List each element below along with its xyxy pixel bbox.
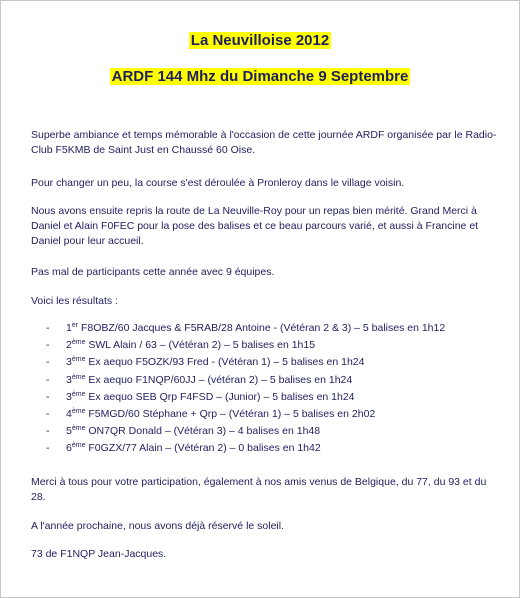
result-rank: 6 <box>66 442 72 455</box>
list-dash: - <box>46 356 50 369</box>
list-dash: - <box>46 339 50 352</box>
result-text: F5MGD/60 Stéphane + Qrp – (Vétéran 1) – 5 balises en 2h02 <box>85 407 376 420</box>
closing-paragraph: Merci à tous pour votre participation, également à nos amis venus de Belgique, du 77, du 93 et du 28. <box>31 476 487 503</box>
result-item <box>31 441 511 458</box>
result-item <box>31 338 511 355</box>
result-rank-suffix: er <box>71 322 79 329</box>
document-subtitle <box>1 68 519 85</box>
result-text: F8OBZ/60 Jacques & F5RAB/28 Antoine - (Vétéran 2 & 3) – 5 balises en 1h12 <box>78 322 446 334</box>
result-text: Ex aequo F1NQP/60JJ – (vétéran 2) – 5 balises en 1h24 <box>85 373 353 386</box>
result-rank: 3 <box>66 390 72 403</box>
location-paragraph: Pour changer un peu, la course s'est déroulée à Pronleroy dans le village voisin. <box>31 177 405 189</box>
document-title-text: La Neuvilloise 2012 <box>190 32 330 49</box>
result-rank-suffix: ème <box>71 373 86 381</box>
result-item <box>31 407 511 424</box>
result-text: F0GZX/77 Alain – (Vétéran 2) – 0 balises en 1h42 <box>85 442 321 455</box>
result-item <box>31 373 511 390</box>
result-rank: 3 <box>66 356 72 369</box>
document-subtitle-text: ARDF 144 Mhz du Dimanche 9 Septembre <box>111 68 409 85</box>
participants-paragraph: Pas mal de participants cette année avec 9 équipes. <box>31 266 275 278</box>
result-text: ON7QR Donald – (Vétéran 3) – 4 balises en 1h48 <box>85 425 321 438</box>
results-heading: Voici les résultats : <box>31 295 118 307</box>
result-rank: 5 <box>66 425 72 438</box>
result-item <box>31 321 511 338</box>
document-title <box>1 32 519 49</box>
list-dash: - <box>46 442 50 455</box>
list-dash: - <box>46 425 50 438</box>
result-rank: 4 <box>66 407 72 420</box>
result-item <box>31 355 511 372</box>
list-dash: - <box>46 407 50 420</box>
result-item <box>31 390 511 407</box>
result-text: Ex aequo SEB Qrp F4FSD – (Junior) – 5 balises en 1h24 <box>85 390 355 403</box>
result-rank: 1 <box>66 322 72 334</box>
result-rank-suffix: ème <box>71 442 86 450</box>
result-rank-suffix: ème <box>71 356 86 364</box>
next-year-paragraph: A l'année prochaine, nous avons déjà réservé le soleil. <box>31 520 284 532</box>
result-rank: 3 <box>66 373 72 386</box>
signature: 73 de F1NQP Jean-Jacques. <box>31 548 167 560</box>
list-dash: - <box>46 322 50 334</box>
result-text: Ex aequo F5OZK/93 Fred - (Vétéran 1) – 5 balises en 1h24 <box>85 356 365 369</box>
list-dash: - <box>46 373 50 386</box>
result-rank-suffix: ème <box>71 425 86 433</box>
result-rank-suffix: ème <box>71 407 86 415</box>
result-rank-suffix: ème <box>71 339 86 347</box>
result-rank-suffix: ème <box>71 390 86 398</box>
result-text: SWL Alain / 63 – (Vétéran 2) – 5 balises en 1h15 <box>85 339 316 352</box>
list-dash: - <box>46 390 50 403</box>
result-rank: 2 <box>66 339 72 352</box>
results-list <box>31 321 511 459</box>
thanks-paragraph: Nous avons ensuite repris la route de La Neuville-Roy pour un repas bien mérité. Grand Merci à Daniel et Alain F0FEC pour la pose des balises et ce beau parcours varié, et aussi à Francine et Daniel pour leur accueil. <box>31 205 479 247</box>
intro-paragraph: Superbe ambiance et temps mémorable à l'occasion de cette journée ARDF organisée par le Radio-Club F5KMB de Saint Just en Chaussé 60 Oise. <box>31 129 497 156</box>
result-item <box>31 424 511 441</box>
